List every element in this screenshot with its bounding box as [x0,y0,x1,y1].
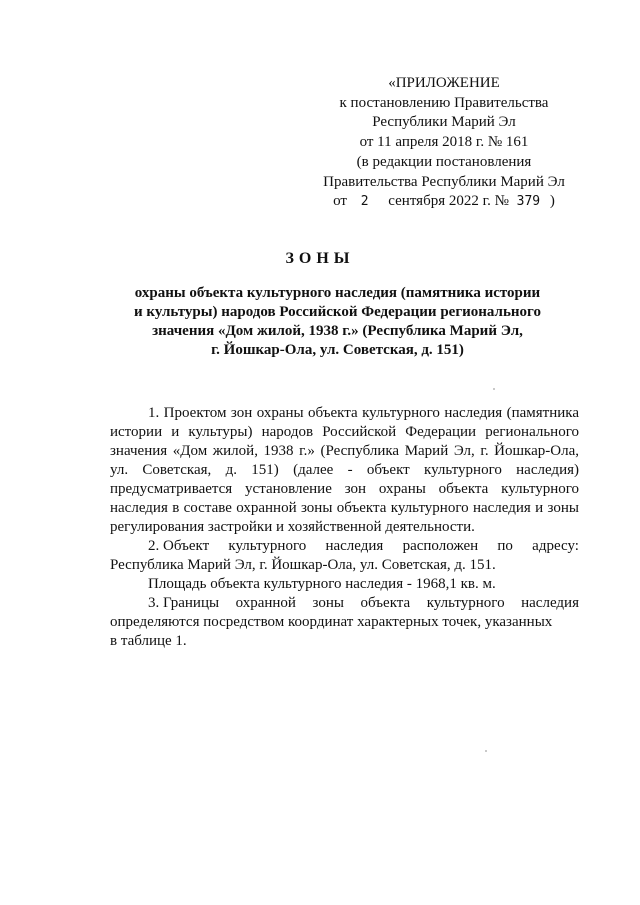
subtitle-line: и культуры) народов Российской Федерации регионального [134,304,541,320]
document-title: ЗОНЫ [285,250,355,267]
handwritten-day: 2 [360,194,369,210]
word: адресу: [532,538,579,554]
handwritten-number: 379 [516,194,541,210]
appendix-line: Правительства Республики Марий Эл [323,173,565,190]
subtitle-line: г. Йошкар-Ола, ул. Советская, д. 151) [211,342,464,358]
scan-speck [493,388,495,390]
document-subtitle [110,284,565,360]
word: 3. Границы [148,595,220,611]
word: наследия [521,595,579,611]
date-suffix: ) [549,193,555,210]
subtitle-line: охраны объекта культурного наследия (памятника истории [134,285,541,301]
word: 2. Объект [148,538,210,554]
appendix-line: (в редакции постановления [356,153,532,170]
appendix-date-line [318,192,570,212]
word: культурного [228,538,307,554]
appendix-line: от 11 апреля 2018 г. № 161 [359,134,529,151]
word: расположен [402,538,479,554]
paragraph-3-first-line [110,594,579,613]
paragraph-2-address: Республика Марий Эл, г. Йошкар-Ола, ул. Советская, д. 151. [110,557,496,573]
word: культурного [426,595,505,611]
paragraph-1: 1. Проектом зон охраны объекта культурного наследия (памятника истории и культуры) народов Российской Федерации регионального значения «Дом жилой, 1938 г.» (Республика Марий Эл, г. Йошкар-Ола, ул. Советская, д. 151) (далее - объект культурного наследия) предусматривается установление зон охраны объекта культурного наследия в составе охранной зоны объекта культурного наследия и зоны регулирования застройки и хозяйственной деятельности. [110,405,579,535]
paragraph-3-line-2: определяются посредством координат характерных точек, указанных [110,614,553,630]
scan-speck [485,750,487,752]
appendix-line: «ПРИЛОЖЕНИЕ [388,75,500,91]
paragraph-3-line-3: в таблице 1. [110,633,187,649]
word: по [497,538,513,554]
appendix-line: к постановлению Правительства [339,94,549,111]
document-body [110,404,579,651]
appendix-line: Республики Марий Эл [372,114,516,131]
word: объекта [360,595,411,611]
appendix-header [318,74,570,212]
paragraph-2-first-line [110,537,579,556]
date-prefix: от [333,193,347,210]
date-month-year: сентября 2022 г. № [388,193,509,210]
word: наследия [325,538,384,554]
subtitle-line: значения «Дом жилой, 1938 г.» (Республика Марий Эл, [152,323,523,339]
word: охранной [235,595,296,611]
paragraph-area: Площадь объекта культурного наследия - 1968,1 кв. м. [148,576,496,592]
word: зоны [312,595,344,611]
